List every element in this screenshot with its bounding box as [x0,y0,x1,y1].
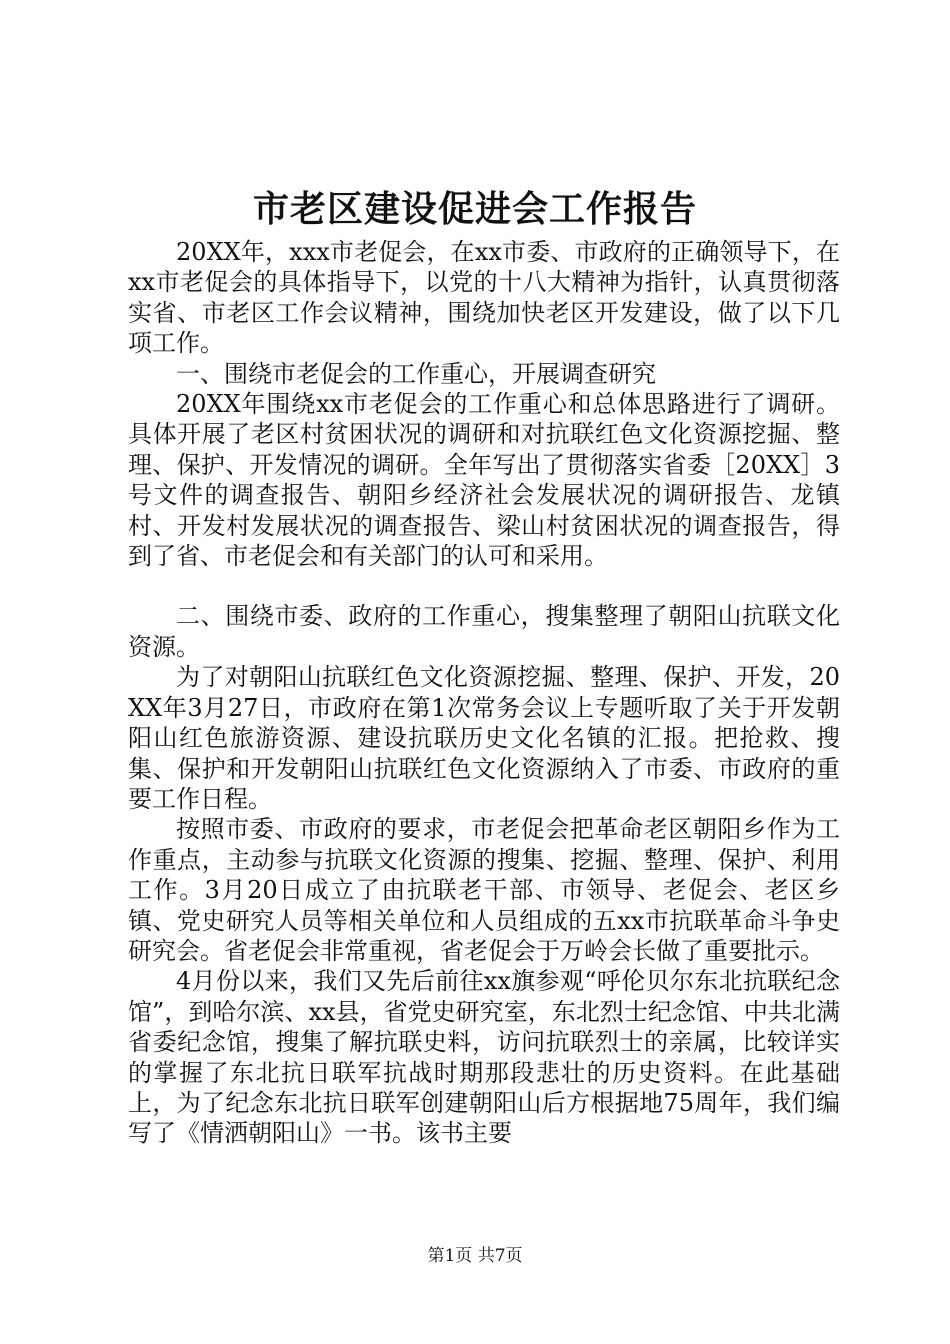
paragraph-intro: 20XX年，xxx市老促会，在xx市委、市政府的正确领导下，在xx市老促会的具体指导下，以党的十八大精神为指针，认真贯彻落实省、市老区工作会议精神，围绕加快老区开发建设，做了以下几项工作。 [128,238,840,358]
page-number: 第1页 共7页 [427,1246,523,1266]
section-heading-2: 二、围绕市委、政府的工作重心，搜集整理了朝阳山抗联文化资源。 [128,602,840,661]
document-body [128,237,840,1149]
paragraph-meeting: 为了对朝阳山抗联红色文化资源挖掘、整理、保护、开发，20XX年3月27日，市政府在第1次常务会议上专题听取了关于开发朝阳山红色旅游资源、建设抗联历史文化名镇的汇报。把抢救、搜集、保护和开发朝阳山抗联红色文化资源纳入了市委、市政府的重要工作日程。 [128,663,840,813]
paragraph-visits: 4月份以来，我们又先后前往xx旗参观“呼伦贝尔东北抗联纪念馆”，到哈尔滨、xx县，省党史研究室，东北烈士纪念馆、中共北满省委纪念馆，搜集了解抗联史料，访问抗联烈士的亲属，比较详实的掌握了东北抗日联军抗战时期那段悲壮的历史资料。在此基础上，为了纪念东北抗日联军创建朝阳山后方根据地75周年，我们编写了《情洒朝阳山》一书。该书主要 [128,967,840,1148]
document-title: 市老区建设促进会工作报告 [252,188,697,230]
paragraph-requirements: 按照市委、市政府的要求，市老促会把革命老区朝阳乡作为工作重点，主动参与抗联文化资源的搜集、挖掘、整理、保护、利用工作。3月20日成立了由抗联老干部、市领导、老促会、老区乡镇、党史研究人员等相关单位和人员组成的五xx市抗联革命斗争史研究会。省老促会非常重视，省老促会于万岭会长做了重要批示。 [128,815,840,965]
section-heading-1: 一、围绕市老促会的工作重心，开展调查研究 [176,359,656,388]
paragraph-research: 20XX年围绕xx市老促会的工作重心和总体思路进行了调研。具体开展了老区村贫困状况的调研和对抗联红色文化资源挖掘、整理、保护、开发情况的调研。全年写出了贯彻落实省委［20XX］3号文件的调查报告、朝阳乡经济社会发展状况的调研报告、龙镇村、开发村发展状况的调查报告、梁山村贫困状况的调查报告，得到了省、市老促会和有关部门的认可和采用。 [128,390,840,571]
